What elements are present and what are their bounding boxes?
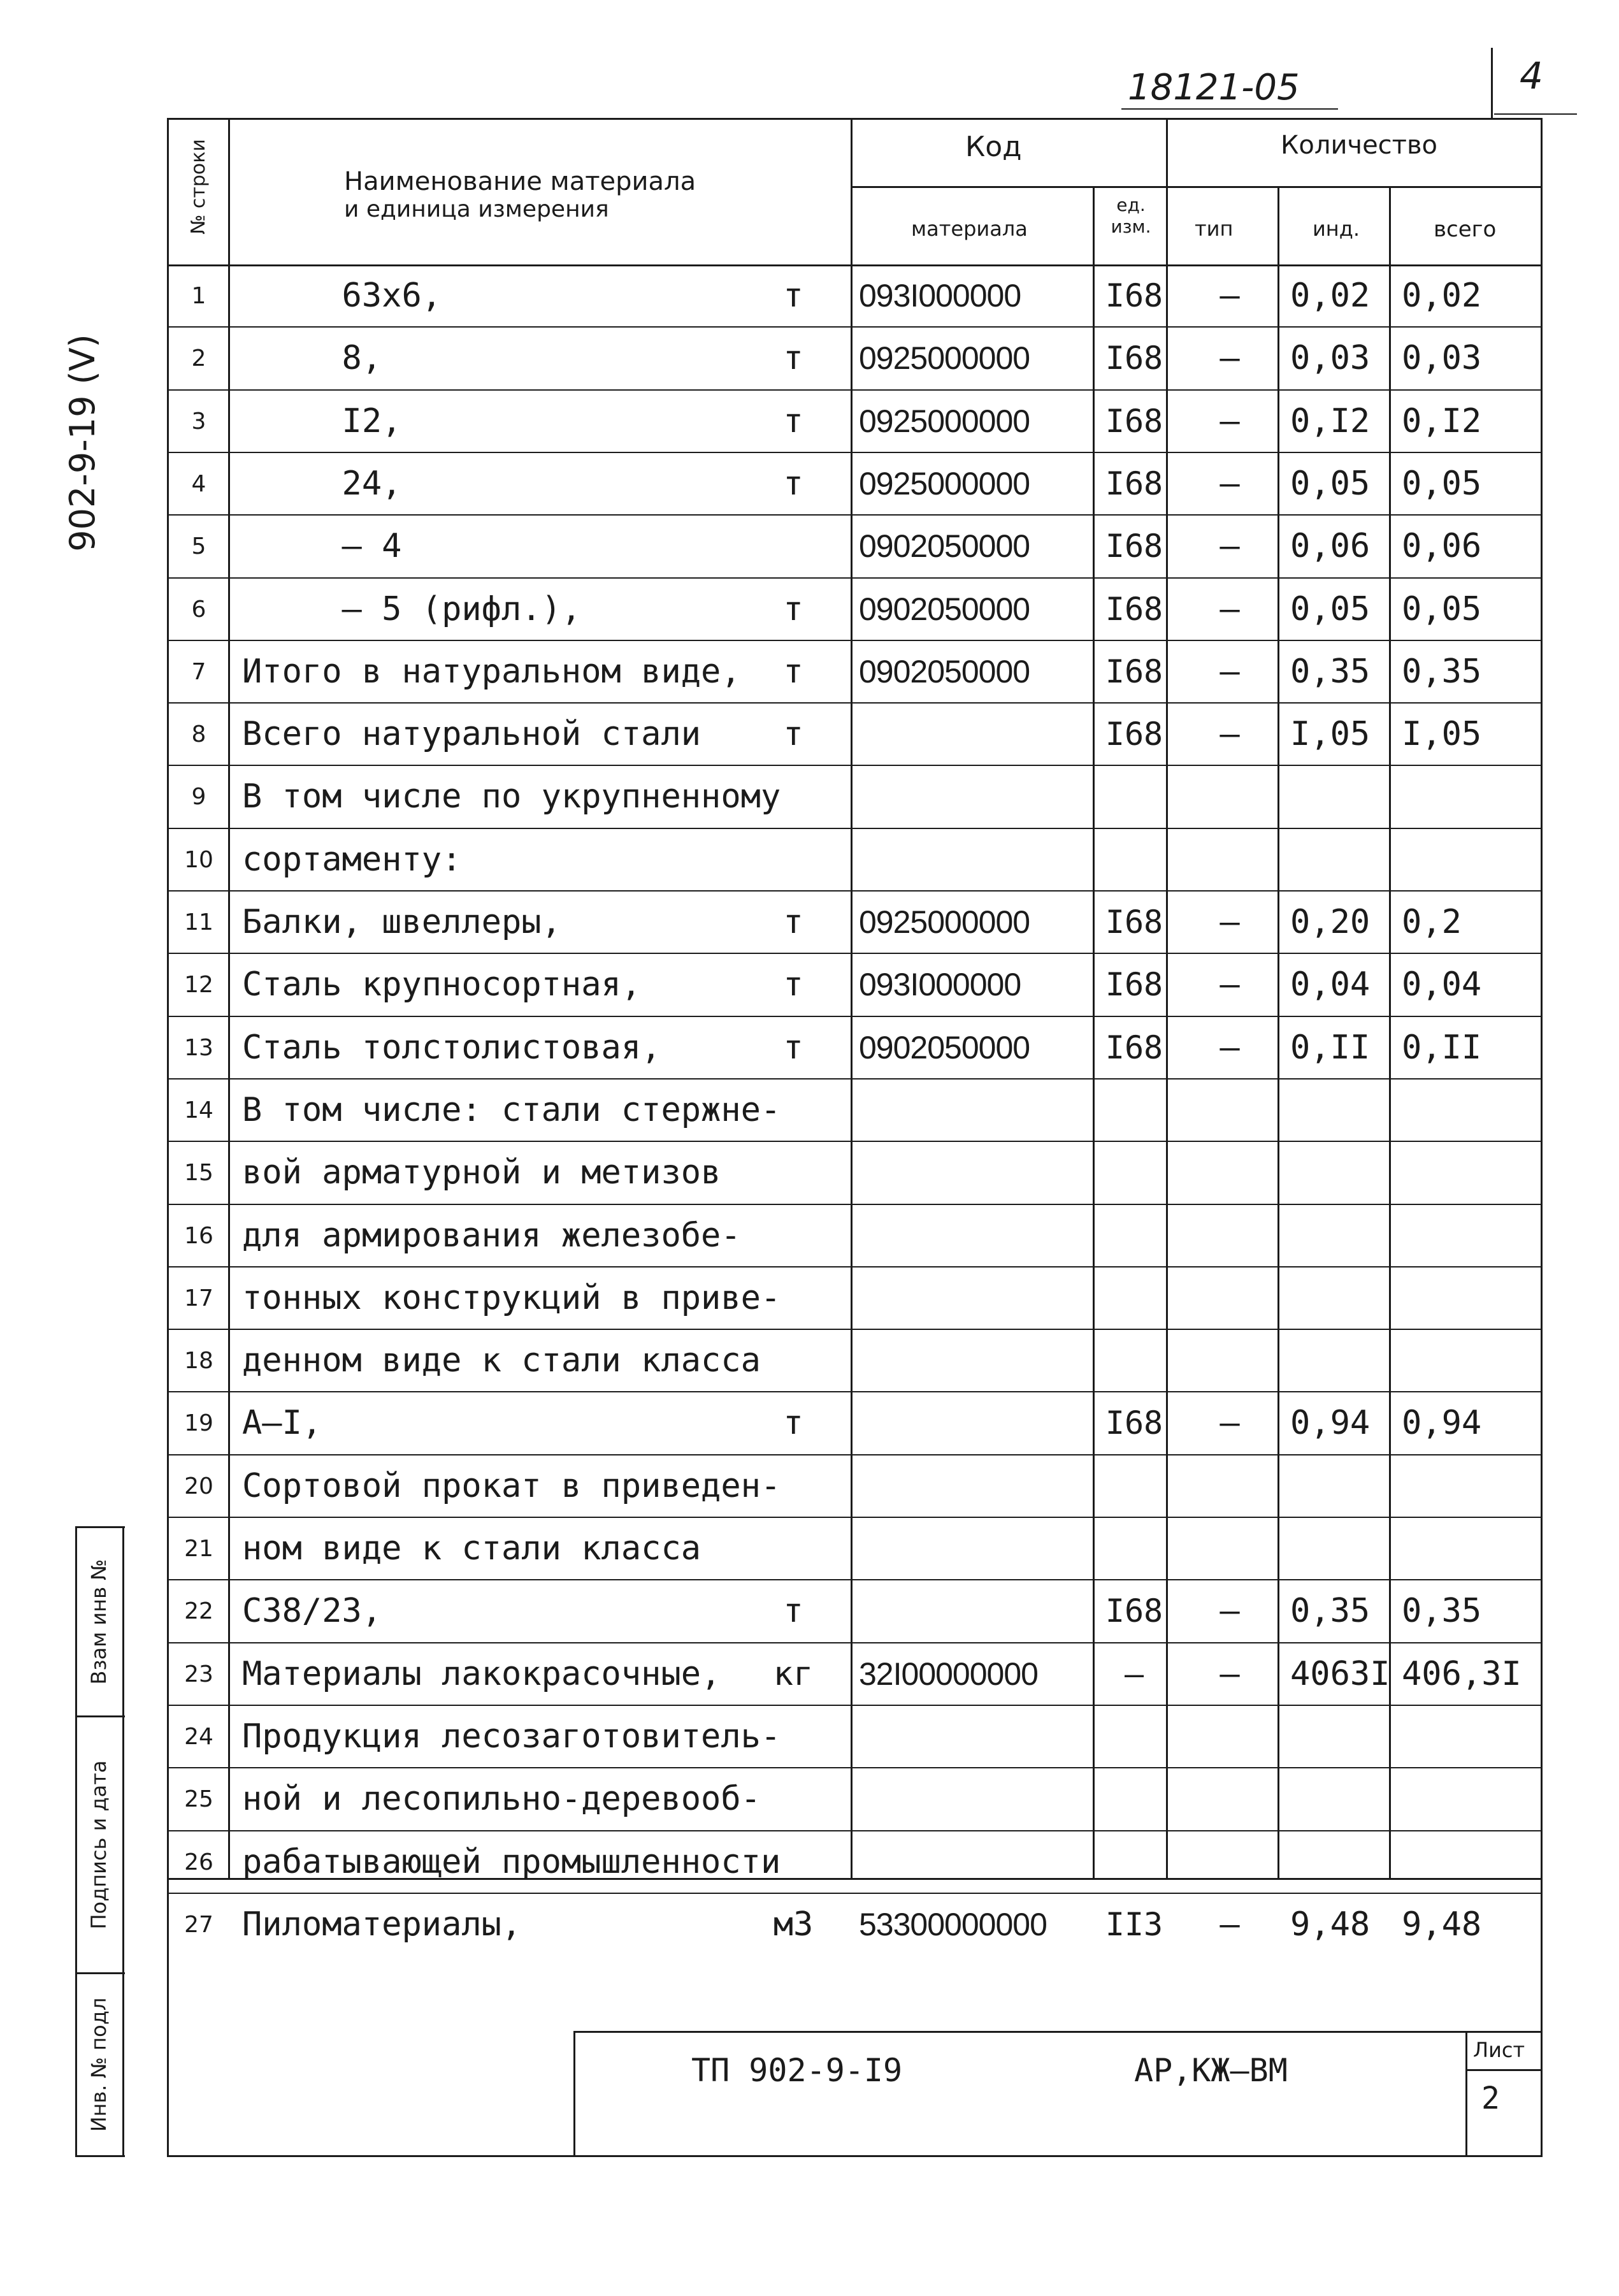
stamp-label-replaced: Взам инв № xyxy=(87,1559,111,1685)
cell-qty-type xyxy=(1176,1204,1284,1267)
cell-row-number: 21 xyxy=(184,1535,213,1562)
cell-unit: т xyxy=(783,1592,803,1630)
cell-qty-type: – xyxy=(1220,527,1240,565)
cell-material-code: 093I000000 xyxy=(859,278,1021,314)
cell-unit xyxy=(752,828,835,891)
cell-unit xyxy=(752,1517,835,1580)
cell-qty-individual xyxy=(1290,1267,1402,1329)
cell-qty-total: 406,3I xyxy=(1402,1655,1522,1693)
cell-qty-individual: 0,35 xyxy=(1290,653,1371,691)
cell-row-number: 7 xyxy=(191,658,206,685)
cell-unit: т xyxy=(783,339,803,377)
header-code-unit: ед. изм. xyxy=(1111,194,1151,237)
cell-row-number: 2 xyxy=(191,345,206,372)
cell-unit-code: II3 xyxy=(1105,1906,1163,1943)
cell-material-code: 0902050000 xyxy=(859,1030,1030,1065)
cell-row-number: 20 xyxy=(184,1473,213,1499)
cell-material-name: А–I, xyxy=(242,1404,322,1442)
cell-qty-individual: 0,06 xyxy=(1290,527,1371,565)
cell-qty-individual: 0,04 xyxy=(1290,965,1371,1004)
cell-qty-type: – xyxy=(1220,1029,1240,1067)
cell-row-number: 14 xyxy=(184,1097,213,1123)
cell-material-code xyxy=(859,1392,1101,1454)
cell-unit xyxy=(752,515,835,577)
cell-qty-type xyxy=(1176,1329,1284,1392)
cell-material-name: ной и лесопильно-деревооб- xyxy=(242,1780,761,1818)
cell-qty-type: – xyxy=(1220,1404,1240,1442)
cell-qty-total xyxy=(1402,1831,1542,1893)
cell-qty-type: – xyxy=(1220,465,1240,503)
cell-qty-type xyxy=(1176,1079,1284,1141)
header-qty-total: всего xyxy=(1434,217,1497,242)
series-number: 902-9-19 (V) xyxy=(62,334,103,552)
cell-material-name: Всего натуральной стали xyxy=(242,715,702,753)
cell-material-name: ном виде к стали класса xyxy=(242,1529,702,1568)
cell-qty-individual: 0,02 xyxy=(1290,277,1371,315)
top-rule xyxy=(1494,113,1577,115)
header-code-material: материала xyxy=(911,217,1028,241)
cell-unit xyxy=(752,1768,835,1830)
table-row xyxy=(0,327,1619,389)
cell-qty-type xyxy=(1176,1705,1284,1768)
cell-qty-individual xyxy=(1290,1204,1402,1267)
cell-qty-total xyxy=(1402,1204,1542,1267)
document-code: 18121-05 xyxy=(1128,67,1300,108)
cell-material-name: – 5 (рифл.), xyxy=(242,590,582,628)
cell-qty-individual xyxy=(1290,1141,1402,1204)
cell-row-number: 16 xyxy=(184,1222,213,1249)
cell-qty-type: – xyxy=(1220,1655,1240,1693)
cell-material-name: для армирования железобе- xyxy=(242,1217,741,1255)
cell-row-number: 22 xyxy=(184,1598,213,1624)
cell-qty-type: – xyxy=(1220,1905,1240,1944)
header-name-unit: и единица измерения xyxy=(344,196,609,222)
table-row xyxy=(0,640,1619,703)
cell-unit-code: I68 xyxy=(1105,653,1163,690)
drawing-sections: АР,КЖ–ВМ xyxy=(1134,2052,1288,2089)
cell-material-name: В том числе по укрупненному xyxy=(242,777,781,816)
cell-material-name: денном виде к стали класса xyxy=(242,1341,761,1380)
cell-qty-individual xyxy=(1290,1831,1402,1893)
table-row xyxy=(0,1329,1619,1392)
cell-material-code xyxy=(859,1580,1101,1642)
cell-qty-total: I,05 xyxy=(1402,715,1482,753)
table-row xyxy=(0,1893,1619,1956)
cell-material-name: Сталь толстолистовая, xyxy=(242,1029,661,1067)
cell-unit-code: I68 xyxy=(1105,904,1163,941)
table-row xyxy=(0,1079,1619,1141)
sheet-label: Лист xyxy=(1473,2038,1525,2062)
cell-qty-type: – xyxy=(1220,715,1240,753)
cell-material-name: Сортовой прокат в приведен- xyxy=(242,1467,781,1505)
cell-qty-individual: I,05 xyxy=(1290,715,1371,753)
cell-qty-type xyxy=(1176,1768,1284,1830)
cell-unit: т xyxy=(783,715,803,753)
cell-row-number: 5 xyxy=(191,533,206,560)
cell-unit xyxy=(752,1204,835,1267)
cell-material-code xyxy=(859,828,1101,891)
cell-unit: т xyxy=(783,1404,803,1442)
table-row xyxy=(0,1580,1619,1642)
cell-material-code xyxy=(859,1329,1101,1392)
cell-row-number: 4 xyxy=(191,470,206,497)
cell-qty-type: – xyxy=(1220,402,1240,440)
cell-material-name: 24, xyxy=(242,465,402,503)
table-row xyxy=(0,264,1619,327)
cell-qty-type xyxy=(1176,1141,1284,1204)
cell-material-code xyxy=(859,765,1101,828)
cell-material-name: Сталь крупносортная, xyxy=(242,965,642,1004)
table-row xyxy=(0,953,1619,1016)
frame-bottom xyxy=(167,2155,1543,2157)
cell-qty-type: – xyxy=(1220,339,1240,377)
table-row xyxy=(0,765,1619,828)
cell-qty-total xyxy=(1402,1768,1542,1830)
cell-qty-type xyxy=(1176,1831,1284,1893)
cell-qty-total xyxy=(1402,1455,1542,1517)
table-row xyxy=(0,452,1619,515)
cell-material-name: В том числе: стали стержне- xyxy=(242,1091,781,1129)
cell-unit xyxy=(752,1831,835,1893)
cell-material-name: 8, xyxy=(242,339,382,377)
table-row xyxy=(0,828,1619,891)
cell-unit: т xyxy=(783,465,803,503)
header-qty-type: тип xyxy=(1195,217,1234,241)
cell-qty-type: – xyxy=(1220,653,1240,691)
cell-qty-individual xyxy=(1290,1455,1402,1517)
cell-unit xyxy=(752,1079,835,1141)
cell-qty-individual xyxy=(1290,1705,1402,1768)
cell-row-number: 9 xyxy=(191,783,206,810)
cell-row-number: 15 xyxy=(184,1159,213,1186)
cell-qty-individual xyxy=(1290,1079,1402,1141)
cell-unit: т xyxy=(783,402,803,440)
table-row xyxy=(0,390,1619,452)
cell-material-code xyxy=(859,1204,1101,1267)
header-quantity: Количество xyxy=(1281,131,1438,160)
cell-qty-total xyxy=(1402,1267,1542,1329)
cell-unit-code: I68 xyxy=(1105,340,1163,377)
cell-unit-code xyxy=(1096,1204,1172,1267)
cell-qty-total: 0,02 xyxy=(1402,277,1482,315)
title-block-left xyxy=(573,2031,575,2157)
cell-row-number: 12 xyxy=(184,971,213,998)
cell-material-name: Балки, швеллеры, xyxy=(242,903,561,941)
cell-material-name: 63х6, xyxy=(242,277,442,315)
cell-row-number: 8 xyxy=(191,721,206,747)
cell-unit-code xyxy=(1096,1267,1172,1329)
cell-unit-code xyxy=(1096,828,1172,891)
table-row xyxy=(0,1141,1619,1204)
cell-qty-individual xyxy=(1290,1329,1402,1392)
cell-row-number: 3 xyxy=(191,408,206,435)
table-row xyxy=(0,1705,1619,1768)
cell-qty-individual xyxy=(1290,828,1402,891)
cell-material-code xyxy=(859,1517,1101,1580)
cell-qty-total xyxy=(1402,1705,1542,1768)
cell-unit-code: I68 xyxy=(1105,1592,1163,1629)
cell-qty-total: 0,35 xyxy=(1402,1592,1482,1630)
table-row xyxy=(0,891,1619,953)
table-row xyxy=(0,1455,1619,1517)
table-row xyxy=(0,1768,1619,1830)
table-row xyxy=(0,578,1619,640)
cell-material-code xyxy=(859,1768,1101,1830)
cell-qty-total xyxy=(1402,765,1542,828)
table-row xyxy=(0,1016,1619,1079)
cell-qty-total xyxy=(1402,1329,1542,1392)
cell-unit xyxy=(752,1329,835,1392)
cell-material-name: Итого в натуральном виде, xyxy=(242,653,741,691)
cell-unit-code: – xyxy=(1124,1656,1144,1693)
cell-material-code xyxy=(859,1267,1101,1329)
cell-material-code xyxy=(859,1455,1101,1517)
cell-row-number: 6 xyxy=(191,596,206,623)
frame-top xyxy=(167,118,1543,120)
header-name: Наименование материала xyxy=(344,167,696,196)
cell-row-number: 25 xyxy=(184,1786,213,1812)
cell-row-number: 27 xyxy=(184,1911,213,1938)
cell-unit-code xyxy=(1096,1831,1172,1893)
header-code: Код xyxy=(965,131,1022,163)
cell-qty-individual: 0,I2 xyxy=(1290,402,1371,440)
cell-unit xyxy=(752,1455,835,1517)
cell-unit: т xyxy=(783,277,803,315)
doc-code-underline xyxy=(1121,108,1338,110)
cell-qty-type xyxy=(1176,828,1284,891)
table-row xyxy=(0,1267,1619,1329)
cell-unit-code: I68 xyxy=(1105,966,1163,1003)
cell-unit-code: I68 xyxy=(1105,591,1163,628)
cell-material-name: С38/23, xyxy=(242,1592,382,1630)
cell-material-name: рабатывающей промышленности xyxy=(242,1843,781,1881)
table-row xyxy=(0,1643,1619,1705)
table-row xyxy=(0,1204,1619,1267)
cell-qty-individual: 4063I xyxy=(1290,1655,1390,1693)
cell-qty-individual: 0,94 xyxy=(1290,1404,1371,1442)
cell-material-name: вой арматурной и метизов xyxy=(242,1153,721,1192)
sheet-number: 4 xyxy=(1520,54,1543,97)
cell-material-name: тонных конструкций в приве- xyxy=(242,1279,781,1317)
cell-unit-code xyxy=(1096,1455,1172,1517)
cell-unit-code xyxy=(1096,1768,1172,1830)
table-row xyxy=(0,1392,1619,1454)
cell-row-number: 17 xyxy=(184,1285,213,1311)
cell-qty-type: – xyxy=(1220,903,1240,941)
cell-unit-code: I68 xyxy=(1105,1029,1163,1066)
cell-qty-individual: 0,05 xyxy=(1290,590,1371,628)
cell-unit-code: I68 xyxy=(1105,1404,1163,1441)
cell-material-code: 0925000000 xyxy=(859,403,1030,439)
cell-qty-total xyxy=(1402,1141,1542,1204)
cell-qty-type: – xyxy=(1220,590,1240,628)
cell-unit xyxy=(752,1141,835,1204)
cell-material-name: – 4 xyxy=(242,527,402,565)
cell-qty-total xyxy=(1402,1517,1542,1580)
cell-material-code xyxy=(859,703,1101,765)
cell-qty-type xyxy=(1176,1267,1284,1329)
cell-qty-type xyxy=(1176,1517,1284,1580)
table-row xyxy=(0,515,1619,577)
cell-row-number: 19 xyxy=(184,1410,213,1436)
cell-row-number: 24 xyxy=(184,1723,213,1750)
cell-material-name: Материалы лакокрасочные, xyxy=(242,1655,721,1693)
cell-material-code: 0925000000 xyxy=(859,340,1030,376)
cell-material-name: Продукция лесозаготовитель- xyxy=(242,1717,781,1756)
cell-qty-total: 0,I2 xyxy=(1402,402,1482,440)
cell-qty-individual: 0,II xyxy=(1290,1029,1371,1067)
cell-unit xyxy=(752,1267,835,1329)
cell-qty-total: 0,94 xyxy=(1402,1404,1482,1442)
cell-row-number: 13 xyxy=(184,1034,213,1061)
cell-qty-type xyxy=(1176,765,1284,828)
cell-material-code: 0925000000 xyxy=(859,466,1030,502)
cell-material-code xyxy=(859,1079,1101,1141)
table-row xyxy=(0,703,1619,765)
title-block-top xyxy=(573,2031,1543,2033)
cell-qty-total: 0,06 xyxy=(1402,527,1482,565)
cell-unit-code xyxy=(1096,1141,1172,1204)
cell-qty-total: 0,II xyxy=(1402,1029,1482,1067)
cell-unit: т xyxy=(783,1029,803,1067)
table-row xyxy=(0,1517,1619,1580)
cell-unit xyxy=(752,765,835,828)
stamp-label-inventory: Инв. № подл xyxy=(87,1997,111,2132)
header-row-number: № строки xyxy=(187,139,210,235)
cell-unit-code xyxy=(1096,1517,1172,1580)
cell-qty-type: – xyxy=(1220,277,1240,315)
cell-row-number: 23 xyxy=(184,1661,213,1687)
cell-row-number: 18 xyxy=(184,1347,213,1374)
cell-unit-code xyxy=(1096,765,1172,828)
cell-qty-total: 0,04 xyxy=(1402,965,1482,1004)
cell-material-code xyxy=(859,1141,1101,1204)
cell-qty-total: 0,2 xyxy=(1402,903,1462,941)
cell-qty-type: – xyxy=(1220,1592,1240,1630)
cell-material-code xyxy=(859,1831,1101,1893)
cell-qty-individual: 0,35 xyxy=(1290,1592,1371,1630)
sheet-corner-divider xyxy=(1491,48,1493,118)
cell-material-code: 093I000000 xyxy=(859,967,1021,1002)
cell-qty-type: – xyxy=(1220,965,1240,1004)
cell-qty-total xyxy=(1402,1079,1542,1141)
table-row xyxy=(0,1831,1619,1893)
cell-qty-total: 0,05 xyxy=(1402,590,1482,628)
cell-unit: кг xyxy=(773,1655,814,1693)
cell-row-number: 10 xyxy=(184,846,213,873)
cell-unit-code xyxy=(1096,1079,1172,1141)
cell-row-number: 1 xyxy=(191,282,206,309)
cell-material-name: сортаменту: xyxy=(242,841,462,879)
cell-qty-individual xyxy=(1290,1517,1402,1580)
cell-qty-individual xyxy=(1290,765,1402,828)
title-block-sheet-split xyxy=(1465,2069,1543,2071)
cell-material-code: 0902050000 xyxy=(859,528,1030,564)
cell-qty-individual: 0,03 xyxy=(1290,339,1371,377)
cell-material-code: 53300000000 xyxy=(859,1907,1047,1942)
cell-row-number: 26 xyxy=(184,1849,213,1875)
header-qty-ind: инд. xyxy=(1313,217,1360,241)
cell-qty-individual: 9,48 xyxy=(1290,1905,1371,1944)
cell-qty-total: 0,05 xyxy=(1402,465,1482,503)
cell-unit-code: I68 xyxy=(1105,465,1163,502)
header-split-code xyxy=(851,186,1543,188)
cell-material-code: 0902050000 xyxy=(859,654,1030,690)
cell-unit: т xyxy=(783,653,803,691)
cell-material-code: 0902050000 xyxy=(859,591,1030,627)
cell-material-name: I2, xyxy=(242,402,402,440)
cell-unit: т xyxy=(783,965,803,1004)
cell-qty-total: 0,03 xyxy=(1402,339,1482,377)
cell-unit-code xyxy=(1096,1329,1172,1392)
cell-qty-total xyxy=(1402,828,1542,891)
cell-unit: м3 xyxy=(773,1905,814,1944)
cell-unit: т xyxy=(783,590,803,628)
cell-material-code: 0925000000 xyxy=(859,904,1030,940)
cell-unit: т xyxy=(783,903,803,941)
cell-material-code: 32I00000000 xyxy=(859,1656,1038,1692)
cell-unit-code: I68 xyxy=(1105,277,1163,314)
cell-qty-total: 9,48 xyxy=(1402,1905,1482,1944)
cell-material-name: Пиломатериалы, xyxy=(242,1905,522,1944)
cell-qty-type xyxy=(1176,1455,1284,1517)
title-block-sheet-divider xyxy=(1465,2031,1467,2157)
cell-qty-individual: 0,20 xyxy=(1290,903,1371,941)
cell-qty-individual xyxy=(1290,1768,1402,1830)
sheet-value: 2 xyxy=(1481,2081,1500,2116)
cell-unit-code: I68 xyxy=(1105,716,1163,753)
cell-qty-total: 0,35 xyxy=(1402,653,1482,691)
cell-material-code xyxy=(859,1705,1101,1768)
cell-unit-code: I68 xyxy=(1105,528,1163,565)
stamp-label-signature: Подпись и дата xyxy=(87,1760,111,1930)
cell-qty-individual: 0,05 xyxy=(1290,465,1371,503)
cell-row-number: 11 xyxy=(184,909,213,935)
cell-unit xyxy=(752,1705,835,1768)
cell-unit-code: I68 xyxy=(1105,403,1163,440)
project-number: ТП 902-9-I9 xyxy=(691,2052,903,2089)
cell-unit-code xyxy=(1096,1705,1172,1768)
